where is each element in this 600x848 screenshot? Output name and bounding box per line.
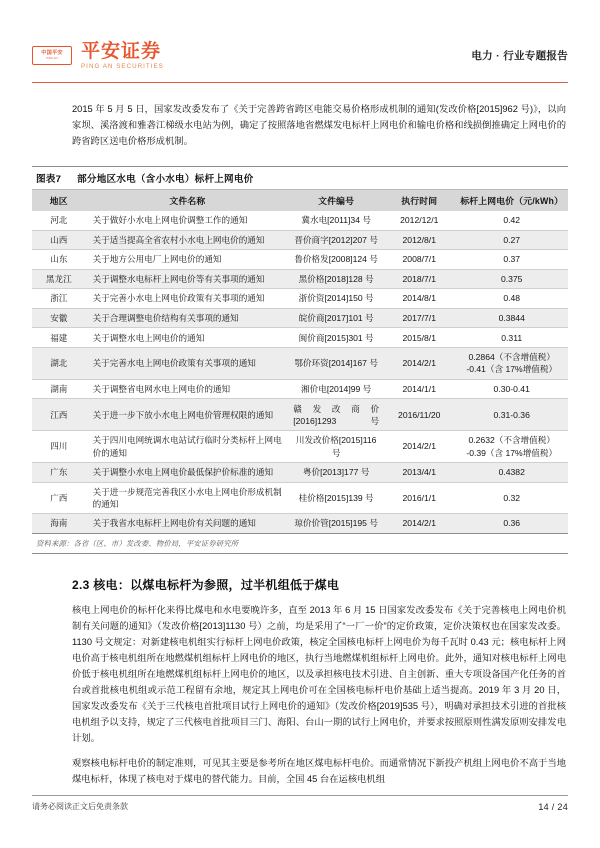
cell-docnumber: 冀水电[2011]34 号 [289,211,383,230]
cell-docnumber: 黑价格[2018]128 号 [289,269,383,289]
table-row [32,211,568,230]
price-excl-vat: 0.2632（不含增值税） [468,435,555,446]
price-incl-vat: -0.41（含 17%增值税） [466,364,558,375]
page-footer [32,795,568,812]
cell-document: 关于适当提高全省农村小水电上网电价的通知 [86,230,290,250]
col-header-effectivedate: 执行时间 [383,190,455,211]
cell-document: 关于调整水电标杆上网电价等有关事项的通知 [86,269,290,289]
cell-docnumber: 鄂价环资[2014]167 号 [289,348,383,380]
cell-price: 0.36 [455,514,568,533]
table-row [32,308,568,328]
cell-date: 2018/7/1 [383,269,455,289]
exhibit-number: 图表7 [36,173,62,185]
cell-docnumber: 粤价[2013]177 号 [289,462,383,482]
mark-en-text: PING AN [46,56,58,60]
cell-document: 关于合理调整电价结构有关事项的通知 [86,308,290,328]
cell-price: 0.4382 [455,462,568,482]
cell-document: 关于完善小水电上网电价政策有关事项的通知 [86,289,290,309]
table-body [32,211,568,533]
mark-cn-text: 中国平安 [41,50,63,57]
cell-docnumber: 桂价格[2015]139 号 [289,482,383,514]
cell-region: 山东 [32,250,86,270]
table-header-row [32,190,568,211]
cell-price [455,348,568,380]
table-row [32,514,568,533]
table-row [32,399,568,431]
cell-document: 关于地方公用电厂上网电价的通知 [86,250,290,270]
cell-region: 山西 [32,230,86,250]
cell-document: 关于调整水电上网电价的通知 [86,328,290,348]
table-row [32,269,568,289]
cell-region: 河北 [32,211,86,230]
cell-region: 四川 [32,431,86,463]
cell-date: 2017/7/1 [383,308,455,328]
cell-docnumber: 闽价商[2015]301 号 [289,328,383,348]
cell-date: 2014/1/1 [383,379,455,399]
cell-region: 江西 [32,399,86,431]
cell-price [455,431,568,463]
cell-price: 0.375 [455,269,568,289]
cell-date: 2016/11/20 [383,399,455,431]
exhibit-title: 部分地区水电（含小水电）标杆上网电价 [77,173,254,185]
cell-price: 0.30-0.41 [455,379,568,399]
cell-date: 2013/4/1 [383,462,455,482]
brand-name-cn: 平安证券 [81,40,162,62]
table-row [32,289,568,309]
cell-price: 0.32 [455,482,568,514]
cell-docnumber: 浙价资[2014]150 号 [289,289,383,309]
table-row [32,250,568,270]
cell-region: 湖北 [32,348,86,380]
section-paragraph-1: 核电上网电价的标杆化来得比煤电和水电要晚许多，直至 2013 年 6 月 15 日国家发改委发布《关于完善核电上网电价机制有关问题的通知》（发改价格[2013]1130 号）之前，均是采用了“一厂一价”的定价政策，定价决策权也在国家发改委。1130 号文规定：对新建核电机组实行标杆上网电价政策，核定全国核电标杆上网电价为每千瓦时 0.43 元；核电标杆上网电价高于核电机组所在地燃煤机组标杆上网电价的地区，执行当地燃煤机组标杆上网电价。此外，通知对核电标杆上网电价低于核电机组所在地燃煤机组标杆上网电价的地区，以及承担核电技术引进、自主创新、重大专项设备国产化任务的首台或首批核电机组或示范工程留有余地，规定其上网电价可在全国核电标杆电价基础上适当提高。2019 年 3 月 20 日，国家发改委发布《关于三代核电首批项目试行上网电价的通知》（发改价格[2019]535 号），明确对承担技术引进的首批核电机组予以支持，规定了三代核电首批项目三门、海阳、台山一期的试行上网电价，并要求按照原则性满发原则安排发电计划。 [72,604,566,743]
table-row [32,462,568,482]
cell-date: 2015/8/1 [383,328,455,348]
cell-price: 0.27 [455,230,568,250]
cell-date: 2012/12/1 [383,211,455,230]
table-row [32,328,568,348]
section-paragraph-2: 观察核电标杆电价的制定准则，可见其主要是参考所在地区煤电标杆电价。而通常情况下新投产机组上网电价不高于当地煤电标杆，体现了核电对于煤电的替代能力。目前，全国 45 台在运核电机组 [72,757,566,784]
cell-price: 0.31-0.36 [455,399,568,431]
cell-date: 2014/8/1 [383,289,455,309]
cell-date: 2014/2/1 [383,348,455,380]
brand-logo [32,42,164,70]
table-row [32,230,568,250]
price-incl-vat: -0.39（含 17%增值税） [466,447,558,458]
cell-price: 0.37 [455,250,568,270]
cell-document: 关于我省水电标杆上网电价有关问题的通知 [86,514,290,533]
cell-region: 湖南 [32,379,86,399]
brand-text [81,42,164,70]
cell-date: 2012/8/1 [383,230,455,250]
cell-document: 关于完善水电上网电价政策有关事项的通知 [86,348,290,380]
exhibit-block [32,166,568,554]
price-excl-vat: 0.2864（不含增值税） [468,352,555,363]
cell-date: 2014/2/1 [383,431,455,463]
col-header-price: 标杆上网电价（元/kWh） [455,190,568,211]
footer-disclaimer: 请务必阅读正文后免责条款 [32,802,128,811]
table-row [32,431,568,463]
footer-page-number: 14 / 24 [538,801,568,812]
intro-paragraph: 2015 年 5 月 5 日，国家发改委发布了《关于完善跨省跨区电能交易价格形成机制的通知(发改价格[2015]962 号)》，以向家坝、溪洛渡和雅砻江梯级水电站为例，确定了按照落地省燃煤发电标杆上网电价和输电价格和线损倒推确定上网电价的跨省跨区送电价格形成机制。 [72,104,566,146]
cell-document: 关于四川电网统调水电站试行临时分类标杆上网电价的通知 [86,431,290,463]
cell-document: 关于进一步下放小水电上网电价管理权限的通知 [86,399,290,431]
col-header-region: 地区 [32,190,86,211]
exhibit-bottom-rule [32,553,568,554]
cell-document: 关于进一步规范完善我区小水电上网电价形成机制的通知 [86,482,290,514]
col-header-document: 文件名称 [86,190,290,211]
cell-docnumber: 皖价商[2017]101 号 [289,308,383,328]
cell-price: 0.3844 [455,308,568,328]
cell-document: 关于做好小水电上网电价调整工作的通知 [86,211,290,230]
cell-region: 黑龙江 [32,269,86,289]
cell-docnumber: 川发改价格[2015]116 号 [289,431,383,463]
cell-date: 2014/2/1 [383,514,455,533]
cell-region: 安徽 [32,308,86,328]
table-row [32,482,568,514]
cell-region: 浙江 [32,289,86,309]
section-heading: 2.3 核电：以煤电标杆为参照，过半机组低于煤电 [72,577,340,592]
cell-docnumber: 晋价商字[2012]207 号 [289,230,383,250]
cell-region: 广东 [32,462,86,482]
cell-docnumber: 琼价价管[2015]195 号 [289,514,383,533]
cell-region: 海南 [32,514,86,533]
hydro-tariff-table [32,190,568,533]
cell-date: 2016/1/1 [383,482,455,514]
cell-document: 关于调整小水电上网电价最低保护价标准的通知 [86,462,290,482]
table-row [32,348,568,380]
cell-date: 2008/7/1 [383,250,455,270]
table-row [32,379,568,399]
cell-docnumber: 鲁价格发[2008]124 号 [289,250,383,270]
ping-an-mark-icon [32,46,72,65]
cell-docnumber: 赣发改商价[2016]1293 号 [289,399,383,431]
cell-price: 0.48 [455,289,568,309]
page-header [32,30,568,83]
exhibit-title-bar [32,166,568,190]
cell-document: 关于调整省电网水电上网电价的通知 [86,379,290,399]
cell-docnumber: 湘价电[2014]99 号 [289,379,383,399]
cell-price: 0.42 [455,211,568,230]
exhibit-source: 资料来源：各省（区、市）发改委、物价局，平安证券研究所 [36,538,239,548]
brand-name-en: PING AN SECURITIES [81,62,164,70]
cell-region: 福建 [32,328,86,348]
col-header-docnumber: 文件编号 [289,190,383,211]
cell-price: 0.311 [455,328,568,348]
cell-region: 广西 [32,482,86,514]
header-report-label: 电力 · 行业专题报告 [471,49,568,62]
